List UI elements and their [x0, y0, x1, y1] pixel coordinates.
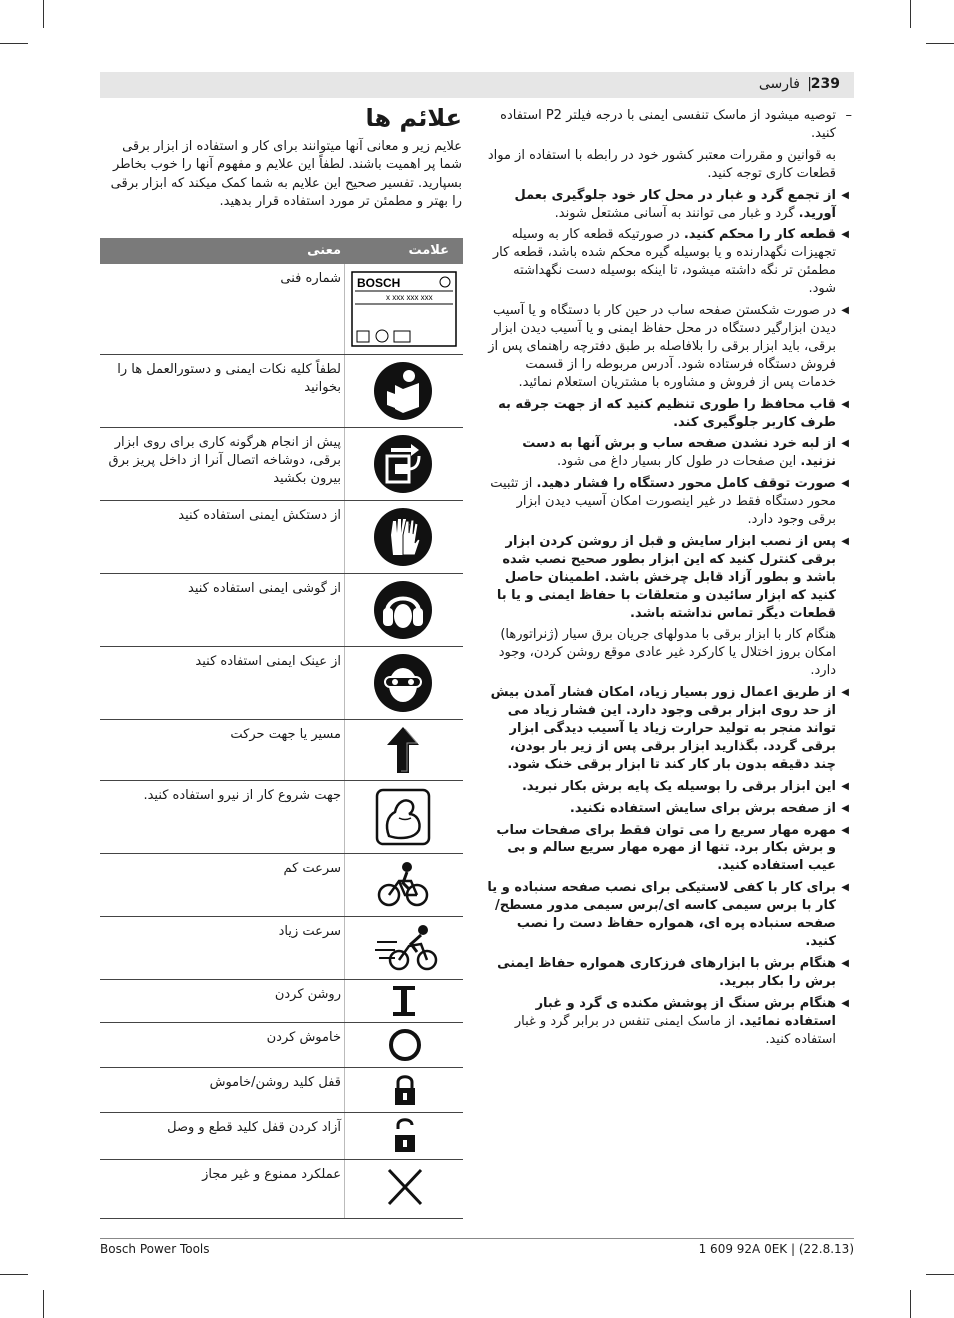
table-row — [100, 355, 463, 428]
table-row — [100, 720, 463, 781]
instruction-bold: مهره مهار سریع را می توان فقط برای صفحات ساب و برش بکار برد. تنها از مهره مهار سریع سالم و بی عیب استفاده کنید. — [496, 822, 836, 874]
instruction-bold: برای کار با کفی لاستیکی برای نصب صفحه سنباده و یا کار با برس سیمی کاسه ای/برس سیمی مدور مسطح/صفحه سنباده پره ای، همواره حفاظ دست را نصب کنید. — [487, 880, 836, 949]
fast-speed-icon — [375, 922, 441, 972]
arm-strength-icon — [375, 788, 431, 846]
instruction-bold: صورت توقف کامل محور دستگاه را فشار دهید. — [536, 476, 836, 492]
instruction-text: توصیه میشود از ماسک تنفسی ایمنی با درجه فیلتر P2 استفاده کنید. — [500, 108, 836, 141]
crop-mark — [43, 0, 44, 28]
instruction-paragraph — [487, 302, 836, 392]
instruction-text: این صفحات در طول کار بسیار داغ می شود. — [557, 454, 801, 470]
table-row — [100, 1068, 463, 1113]
row-meaning: مسیر یا جهت حرکت — [230, 727, 341, 742]
row-meaning: خاموش کردن — [266, 1030, 341, 1045]
gloves-icon — [373, 507, 433, 567]
table-row — [100, 501, 463, 574]
page-number: 239 — [810, 76, 840, 92]
row-meaning: آزاد کردن قفل کلید قطع و وصل — [167, 1120, 341, 1135]
header-symbol: علامت — [408, 243, 449, 258]
instruction-paragraph — [487, 955, 836, 991]
row-meaning: از دستکش ایمنی استفاده کنید — [178, 508, 341, 523]
row-meaning: قفل کلید روشن/خاموش — [209, 1075, 341, 1090]
instruction-text: به قوانین و مقررات معتبر کشور خود در رابطه با استفاده از مواد قطعات کاری توجه کنید. — [487, 147, 836, 181]
table-row — [100, 980, 463, 1023]
crop-mark — [926, 1274, 954, 1275]
crop-mark — [926, 43, 954, 44]
instruction-bold: قطعه کار را محکم کنید. — [683, 227, 836, 243]
table-row — [100, 854, 463, 917]
switch-off-icon — [387, 1027, 423, 1063]
safety-instructions-column — [487, 107, 836, 1052]
direction-arrow-icon — [383, 725, 423, 775]
row-meaning: لطفاً کلیه نکات ایمنی و دستورالعمل ها را بخوانید — [117, 362, 341, 395]
page-footer — [100, 1238, 854, 1256]
instruction-text: از تثبیت محور دستگاه فقط در غیر اینصورت امکان آسیب دیدن ابزار برقی وجود دارد. — [490, 476, 836, 528]
instruction-paragraph — [487, 187, 836, 223]
instruction-paragraph — [487, 226, 836, 298]
crop-mark — [0, 43, 28, 44]
table-row — [100, 428, 463, 501]
row-meaning: شماره فنی — [280, 271, 341, 286]
switch-on-icon — [389, 984, 419, 1018]
instruction-paragraph — [487, 475, 836, 529]
instruction-bold: از صفحه برش برای سایش استفاده نکنید. — [569, 800, 836, 816]
header-separator: | — [807, 76, 812, 92]
lock-icon — [393, 1072, 417, 1108]
symbols-table — [100, 238, 463, 1219]
crop-mark — [910, 0, 911, 28]
table-header — [100, 238, 463, 264]
instruction-text: در صورت شکستن صفحه ساب در حین کار با دستگاه و یا آسیب دیدن ابزارگیر دستگاه در محل حفاظ ایمنی و یا آسیب دیدن ابزار برقی، باید ابزار برقی را بلافاصله بر طبق دفترچه راهنمای پس از فروش دستگاه فرستاده شود. آدرس مربوطه را از قسمت خدمات پس از فروش و مشاوره با مشتریان استعلام نمائید. — [488, 303, 836, 390]
forbidden-icon — [385, 1166, 425, 1208]
instruction-paragraph — [487, 995, 836, 1049]
instruction-text: از ماسک ایمنی تنفس در برابر گرد و غبار استفاده کنید. — [514, 1013, 836, 1047]
header-meaning: معنی — [307, 243, 341, 258]
instruction-bold: این ابزار برقی را بوسیله یک پایه برش بکار نبرید. — [521, 778, 836, 794]
instruction-bold: هنگام برش با ابزارهای فرزکاری همواره حفاظ ایمنی برش را بکار ببرید. — [497, 955, 836, 989]
instruction-paragraph — [487, 800, 836, 818]
unplug-icon — [373, 434, 433, 494]
instruction-paragraph — [487, 778, 836, 796]
instruction-bold: از تجمع گرد و غبار در محل کار خود جلوگیری بعمل آورید. — [514, 187, 836, 221]
nameplate-icon — [351, 271, 457, 347]
row-meaning: پیش از انجام هرگونه کاری برای روی ابزار برقی، دوشاخه اتصال آنرا از داخل پریز برق بیرون بکشید — [108, 435, 341, 486]
instruction-text: گرد و غبار می توانند به آسانی مشتعل شوند. — [554, 205, 799, 221]
row-meaning: از عینک ایمنی استفاده کنید — [195, 654, 341, 669]
table-row — [100, 781, 463, 854]
read-manual-icon — [373, 361, 433, 421]
unlock-icon — [393, 1117, 417, 1155]
instruction-text: در صورتیکه قطعه کار به وسیله تجهیزات نگهدارنده و یا بوسیله گیره محکم شده باشد، قطعه کار مطمئن تر نگه داشته میشود، تا اینکه بوسیله دست نگهداشته شود. — [492, 227, 836, 297]
header-language: فارسی — [758, 76, 800, 92]
footer-brand: Bosch Power Tools — [100, 1242, 210, 1256]
instruction-paragraph — [487, 879, 836, 951]
row-meaning: سرعت کم — [283, 861, 341, 876]
instruction-bold: قاب محافظ را طوری تنظیم کنید که از جهت جرقه به طرف کاربر جلوگیری کند. — [498, 396, 836, 430]
instruction-paragraph — [487, 626, 836, 680]
goggles-icon — [373, 653, 433, 713]
instruction-bold: از لبه خرد نشدن صفحه ساب و برش آنها به دست نزنید. — [522, 436, 836, 470]
slow-speed-icon — [377, 859, 429, 909]
row-meaning: عملکرد ممنوع و غیر مجاز — [202, 1167, 341, 1182]
instruction-text: هنگام کار با ابزار برقی با مدولهای جریان برق سیار (ژنراتورها) امکان بروز اختلال یا کارکرد غیر عادی موقع روشن کردن، وجود دارد. — [498, 627, 836, 679]
instruction-bold: هنگام برش سنگ از پوشش مکنده ی گرد و غبار استفاده نمائید. — [535, 995, 836, 1029]
instruction-paragraph — [487, 822, 836, 876]
table-row — [100, 1023, 463, 1068]
table-row — [100, 647, 463, 720]
instruction-paragraph — [487, 684, 836, 774]
table-row — [100, 264, 463, 355]
table-row — [100, 1113, 463, 1160]
table-row — [100, 574, 463, 647]
table-row — [100, 1160, 463, 1219]
section-intro: علایم زیر و معانی آنها میتوانند برای کار و استفاده از ابزار برقی شما پر اهمیت باشند. لطفاً این علایم و مفهوم آنها را خوب بخاطر بسپارید. تفسیر صحیح این علایم به شما کمک میکند که ابزار برقی را بهتر و مطمئن تر مورد استفاده قرار بدهید. — [110, 139, 462, 209]
row-meaning: از گوشی ایمنی استفاده کنید — [188, 581, 341, 596]
crop-mark — [0, 1274, 28, 1275]
instruction-paragraph — [487, 147, 836, 183]
instruction-bold: پس از نصب ابزار سایش و قبل از روشن کردن ابزار برقی کنترل کنید که این ابزار بطور صحیح نصب شده باشد و بطور آزاد قابل چرخش باشد. اطمینان حاصل کنید که ابزار سائیدن و متعلقات با حفاظ ایمنی و یا با قطعات دیگر تماس نداشته باشد. — [496, 533, 836, 621]
instruction-paragraph — [487, 435, 836, 471]
row-meaning: سرعت زیاد — [278, 924, 341, 939]
row-meaning: جهت شروع کار از نیرو استفاده کنید. — [143, 788, 341, 803]
instruction-paragraph — [487, 396, 836, 432]
crop-mark — [43, 1290, 44, 1318]
nameplate-brand: BOSCH — [357, 276, 401, 290]
ear-protection-icon — [373, 580, 433, 640]
row-meaning: روشن کردن — [274, 987, 341, 1002]
page-header — [100, 72, 854, 98]
instruction-paragraph — [487, 107, 836, 143]
instruction-bold: از طریق اعمال زور بسیار زیاد، امکان فشار آمدن بیش از حد روی ابزار برقی وجود دارد. این فشار زیاد می تواند منجر به تولید حرارت زیاد یا آسیب دیدگی ابزار برقی گردد. بگذارید ابزار برقی پس از زیر بار بودن، چند دقیقه بدون بار کار کند تا ابزار برقی خنک شود. — [490, 685, 836, 772]
crop-mark — [910, 1290, 911, 1318]
table-row — [100, 917, 463, 980]
instruction-paragraph — [487, 533, 836, 623]
nameplate-number: x xxx xxx xxx — [386, 293, 433, 302]
section-title: علائم ها — [365, 104, 462, 132]
footer-doc-number: 1 609 92A 0EK | (22.8.13) — [698, 1242, 854, 1256]
